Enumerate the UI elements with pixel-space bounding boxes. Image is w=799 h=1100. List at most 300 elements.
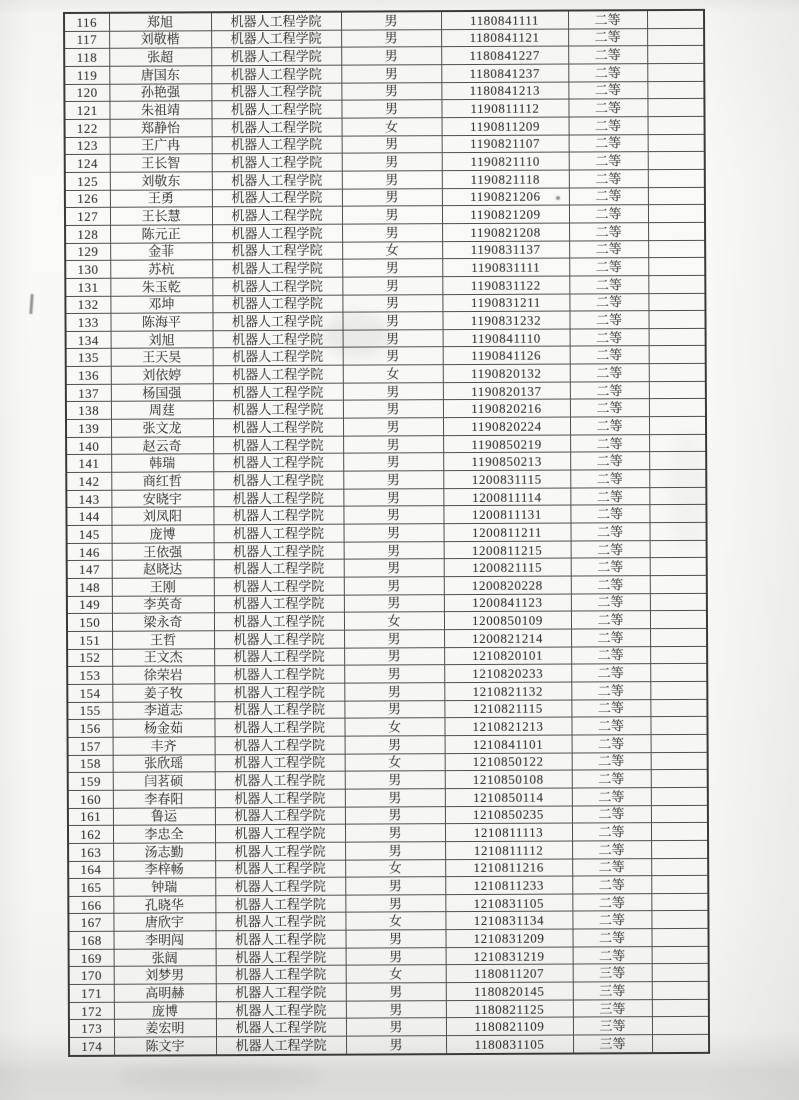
- cell-student-id: 1180841121: [441, 29, 568, 47]
- cell-student-id: 1200831115: [443, 470, 570, 488]
- table-row: [69, 1034, 709, 1055]
- cell-gender: 女: [342, 241, 442, 259]
- cell-empty: [650, 558, 707, 576]
- cell-college: 机器人工程学院: [213, 471, 343, 489]
- cell-award-level: 二等: [570, 417, 649, 435]
- cell-row-number: 120: [64, 84, 109, 102]
- cell-empty: [649, 487, 706, 505]
- cell-gender: 男: [345, 771, 445, 789]
- cell-award-level: 二等: [571, 523, 650, 541]
- cell-college: 机器人工程学院: [214, 612, 344, 630]
- cell-college: 机器人工程学院: [215, 736, 345, 754]
- cell-college: 机器人工程学院: [214, 718, 344, 736]
- cell-gender: 女: [343, 365, 443, 383]
- cell-student-name: 陈元正: [110, 225, 212, 243]
- cell-gender: 男: [343, 329, 443, 347]
- cell-empty: [651, 823, 708, 841]
- cell-college: 机器人工程学院: [212, 259, 342, 277]
- cell-gender: 男: [343, 435, 443, 453]
- cell-college: 机器人工程学院: [213, 365, 343, 383]
- cell-row-number: 135: [66, 349, 111, 367]
- cell-empty: [649, 434, 706, 452]
- cell-student-name: 苏杭: [110, 260, 212, 278]
- cell-gender: 男: [342, 259, 442, 277]
- cell-student-id: 1190821110: [442, 152, 569, 170]
- cell-row-number: 138: [66, 402, 111, 420]
- cell-gender: 男: [343, 418, 443, 436]
- cell-row-number: 136: [66, 366, 111, 384]
- cell-college: 机器人工程学院: [216, 966, 346, 984]
- cell-student-name: 朱祖靖: [109, 101, 211, 119]
- cell-student-name: 陈文宇: [114, 1037, 216, 1056]
- award-roster-table-wrapper: [63, 9, 708, 1057]
- cell-college: 机器人工程学院: [215, 754, 345, 772]
- cell-student-id: 1200850109: [444, 611, 571, 629]
- cell-award-level: 二等: [570, 434, 649, 452]
- cell-empty: [649, 505, 706, 523]
- cell-row-number: 127: [65, 207, 110, 225]
- cell-student-name: 王文杰: [112, 648, 214, 666]
- cell-empty: [647, 28, 704, 46]
- cell-college: 机器人工程学院: [211, 12, 341, 31]
- cell-award-level: 三等: [573, 982, 652, 1000]
- cell-gender: 男: [344, 683, 444, 701]
- cell-award-level: 二等: [572, 770, 651, 788]
- cell-award-level: 二等: [570, 364, 649, 382]
- cell-gender: 男: [344, 647, 444, 665]
- cell-student-name: 李春阳: [113, 790, 215, 808]
- cell-row-number: 129: [65, 243, 110, 261]
- cell-award-level: 二等: [569, 170, 648, 188]
- cell-college: 机器人工程学院: [212, 171, 342, 189]
- cell-award-level: 二等: [568, 28, 647, 46]
- cell-college: 机器人工程学院: [215, 789, 345, 807]
- cell-student-name: 庞博: [112, 525, 214, 543]
- cell-award-level: 二等: [570, 328, 649, 346]
- cell-student-id: 1210850114: [445, 788, 572, 806]
- cell-empty: [652, 1017, 709, 1035]
- cell-gender: 男: [345, 894, 445, 912]
- cell-gender: 男: [341, 65, 441, 83]
- cell-award-level: 三等: [573, 964, 652, 982]
- cell-award-level: 二等: [571, 699, 650, 717]
- cell-gender: 女: [345, 753, 445, 771]
- cell-gender: 男: [342, 153, 442, 171]
- cell-gender: 男: [346, 1000, 446, 1018]
- cell-row-number: 163: [68, 843, 113, 861]
- cell-row-number: 123: [65, 137, 110, 155]
- cell-award-level: 三等: [573, 1017, 652, 1035]
- cell-row-number: 126: [65, 190, 110, 208]
- cell-empty: [648, 187, 705, 205]
- cell-student-id: 1190821118: [442, 170, 569, 188]
- cell-student-name: 王长慧: [110, 207, 212, 225]
- cell-gender: 男: [342, 188, 442, 206]
- cell-award-level: 二等: [571, 682, 650, 700]
- cell-student-name: 鲁运: [113, 807, 215, 825]
- cell-gender: 男: [345, 824, 445, 842]
- cell-award-level: 三等: [573, 999, 652, 1017]
- cell-student-name: 王天昊: [111, 348, 213, 366]
- cell-empty: [647, 81, 704, 99]
- cell-gender: 男: [344, 559, 444, 577]
- cell-student-id: 1180831105: [446, 1035, 573, 1054]
- cell-award-level: 二等: [573, 946, 652, 964]
- cell-row-number: 148: [67, 578, 112, 596]
- cell-row-number: 116: [64, 13, 109, 31]
- cell-empty: [647, 46, 704, 64]
- cell-student-name: 李梓畅: [113, 860, 215, 878]
- cell-gender: 男: [343, 506, 443, 524]
- cell-gender: 男: [343, 347, 443, 365]
- cell-row-number: 147: [67, 561, 112, 579]
- cell-empty: [650, 699, 707, 717]
- cell-gender: 男: [342, 135, 442, 153]
- cell-college: 机器人工程学院: [215, 842, 345, 860]
- cell-student-name: 刘敬东: [110, 172, 212, 190]
- cell-student-name: 王广冉: [110, 136, 212, 154]
- cell-student-name: 朱玉乾: [110, 278, 212, 296]
- cell-empty: [647, 10, 704, 28]
- cell-student-name: 杨金茹: [112, 719, 214, 737]
- cell-award-level: 二等: [569, 275, 648, 293]
- cell-award-level: 二等: [570, 399, 649, 417]
- cell-college: 机器人工程学院: [215, 771, 345, 789]
- cell-student-name: 郑静怡: [110, 119, 212, 137]
- cell-student-id: 1210811233: [445, 876, 572, 894]
- cell-student-id: 1200821115: [444, 558, 571, 576]
- cell-college: 机器人工程学院: [212, 206, 342, 224]
- cell-award-level: 二等: [571, 664, 650, 682]
- cell-student-id: 1190850219: [443, 435, 570, 453]
- cell-empty: [651, 911, 708, 929]
- cell-student-id: 1190820132: [443, 364, 570, 382]
- cell-student-name: 李忠全: [113, 825, 215, 843]
- cell-student-id: 1210811112: [445, 841, 572, 859]
- cell-row-number: 145: [67, 525, 112, 543]
- cell-row-number: 159: [68, 772, 113, 790]
- cell-college: 机器人工程学院: [211, 30, 341, 48]
- cell-college: 机器人工程学院: [215, 913, 345, 931]
- cell-gender: 男: [344, 577, 444, 595]
- cell-student-id: 1200811131: [443, 505, 570, 523]
- cell-empty: [648, 169, 705, 187]
- cell-gender: 男: [342, 294, 442, 312]
- cell-row-number: 128: [65, 225, 110, 243]
- cell-college: 机器人工程学院: [215, 877, 345, 895]
- cell-student-name: 高明赫: [114, 984, 216, 1002]
- cell-award-level: 二等: [569, 258, 648, 276]
- cell-row-number: 155: [67, 702, 112, 720]
- cell-student-id: 1190820224: [443, 417, 570, 435]
- cell-award-level: 二等: [569, 134, 648, 152]
- cell-student-name: 闫茗硕: [113, 772, 215, 790]
- cell-award-level: 二等: [570, 487, 649, 505]
- cell-gender: 女: [345, 912, 445, 930]
- cell-student-name: 王勇: [110, 189, 212, 207]
- cell-empty: [648, 116, 705, 134]
- cell-empty: [650, 593, 707, 611]
- cell-college: 机器人工程学院: [212, 153, 342, 171]
- cell-empty: [651, 928, 708, 946]
- cell-gender: 男: [345, 789, 445, 807]
- cell-gender: 男: [344, 665, 444, 683]
- cell-student-id: 1200811211: [444, 523, 571, 541]
- cell-student-id: 1190831111: [442, 258, 569, 276]
- cell-award-level: 二等: [570, 470, 649, 488]
- cell-row-number: 173: [69, 1020, 114, 1038]
- scan-bottom-shadow: [120, 1065, 320, 1089]
- cell-row-number: 169: [69, 949, 114, 967]
- cell-award-level: 二等: [571, 576, 650, 594]
- cell-college: 机器人工程学院: [212, 136, 342, 154]
- cell-college: 机器人工程学院: [213, 454, 343, 472]
- cell-award-level: 二等: [572, 788, 651, 806]
- cell-award-level: 二等: [569, 223, 648, 241]
- cell-student-id: 1180811207: [446, 964, 573, 982]
- cell-student-name: 刘旭: [111, 331, 213, 349]
- cell-empty: [648, 275, 705, 293]
- cell-empty: [650, 646, 707, 664]
- cell-gender: 男: [343, 471, 443, 489]
- cell-college: 机器人工程学院: [212, 312, 342, 330]
- cell-award-level: 二等: [571, 646, 650, 664]
- cell-award-level: 二等: [570, 452, 649, 470]
- cell-row-number: 172: [69, 1002, 114, 1020]
- cell-gender: 女: [344, 612, 444, 630]
- cell-empty: [648, 293, 705, 311]
- cell-student-name: 汤志勤: [113, 843, 215, 861]
- cell-college: 机器人工程学院: [216, 948, 346, 966]
- cell-student-name: 安晓宇: [111, 489, 213, 507]
- cell-student-name: 刘凤阳: [111, 507, 213, 525]
- cell-student-id: 1180841213: [441, 82, 568, 100]
- cell-empty: [651, 858, 708, 876]
- cell-row-number: 157: [68, 737, 113, 755]
- cell-student-id: 1190831211: [442, 294, 569, 312]
- cell-student-id: 1190831232: [442, 311, 569, 329]
- cell-empty: [648, 134, 705, 152]
- cell-empty: [649, 452, 706, 470]
- cell-student-id: 1190821107: [442, 135, 569, 153]
- cell-college: 机器人工程学院: [212, 277, 342, 295]
- cell-student-name: 陈海平: [110, 313, 212, 331]
- cell-college: 机器人工程学院: [214, 559, 344, 577]
- cell-college: 机器人工程学院: [214, 701, 344, 719]
- cell-student-name: 孔晓华: [113, 896, 215, 914]
- cell-gender: 男: [343, 488, 443, 506]
- cell-row-number: 152: [67, 649, 112, 667]
- cell-student-name: 杨国强: [111, 384, 213, 402]
- cell-empty: [652, 981, 709, 999]
- cell-award-level: 二等: [569, 240, 648, 258]
- cell-college: 机器人工程学院: [211, 100, 341, 118]
- cell-award-level: 三等: [573, 1035, 652, 1054]
- cell-empty: [649, 469, 706, 487]
- cell-student-id: 1210850122: [445, 753, 572, 771]
- cell-award-level: 二等: [568, 46, 647, 64]
- cell-gender: 男: [346, 983, 446, 1001]
- cell-empty: [650, 628, 707, 646]
- cell-college: 机器人工程学院: [213, 401, 343, 419]
- cell-gender: 男: [343, 400, 443, 418]
- cell-empty: [649, 381, 706, 399]
- cell-award-level: 二等: [569, 117, 648, 135]
- cell-college: 机器人工程学院: [211, 65, 341, 83]
- cell-gender: 男: [345, 806, 445, 824]
- cell-student-name: 唐国东: [109, 66, 211, 84]
- cell-student-name: 商红哲: [111, 472, 213, 490]
- cell-student-name: 王长智: [110, 154, 212, 172]
- cell-student-name: 周莛: [111, 401, 213, 419]
- cell-student-name: 姜宏明: [114, 1019, 216, 1037]
- cell-gender: 男: [342, 171, 442, 189]
- cell-row-number: 150: [67, 614, 112, 632]
- cell-college: 机器人工程学院: [211, 83, 341, 101]
- cell-student-name: 王哲: [112, 631, 214, 649]
- cell-row-number: 124: [65, 155, 110, 173]
- cell-student-id: 1210850235: [445, 806, 572, 824]
- cell-row-number: 168: [68, 931, 113, 949]
- cell-award-level: 二等: [571, 717, 650, 735]
- cell-student-id: 1210811113: [445, 823, 572, 841]
- cell-student-id: 1180821109: [446, 1017, 573, 1035]
- cell-award-level: 二等: [568, 99, 647, 117]
- cell-student-id: 1190831122: [442, 276, 569, 294]
- cell-student-name: 钟瑞: [113, 878, 215, 896]
- cell-row-number: 167: [68, 914, 113, 932]
- cell-college: 机器人工程学院: [216, 1001, 346, 1019]
- cell-college: 机器人工程学院: [213, 507, 343, 525]
- cell-row-number: 142: [66, 472, 111, 490]
- cell-college: 机器人工程学院: [211, 47, 341, 65]
- cell-row-number: 140: [66, 437, 111, 455]
- cell-college: 机器人工程学院: [214, 630, 344, 648]
- cell-row-number: 151: [67, 631, 112, 649]
- cell-empty: [650, 540, 707, 558]
- cell-student-id: 1180821125: [446, 1000, 573, 1018]
- cell-row-number: 149: [67, 596, 112, 614]
- cell-student-id: 1190820137: [443, 382, 570, 400]
- cell-award-level: 二等: [572, 840, 651, 858]
- cell-college: 机器人工程学院: [213, 383, 343, 401]
- cell-award-level: 二等: [572, 823, 651, 841]
- cell-college: 机器人工程学院: [213, 348, 343, 366]
- cell-award-level: 二等: [568, 81, 647, 99]
- cell-empty: [652, 1034, 709, 1052]
- cell-student-id: 1190831137: [442, 241, 569, 259]
- cell-student-name: 李明闯: [113, 931, 215, 949]
- cell-college: 机器人工程学院: [212, 224, 342, 242]
- cell-college: 机器人工程学院: [215, 807, 345, 825]
- cell-student-id: 1180841237: [441, 64, 568, 82]
- cell-gender: 男: [342, 206, 442, 224]
- cell-student-name: 庞博: [114, 1002, 216, 1020]
- cell-empty: [650, 717, 707, 735]
- cell-gender: 女: [345, 859, 445, 877]
- cell-student-name: 王依强: [112, 542, 214, 560]
- cell-college: 机器人工程学院: [216, 983, 346, 1001]
- cell-row-number: 121: [64, 102, 109, 120]
- cell-gender: 男: [344, 594, 444, 612]
- cell-college: 机器人工程学院: [215, 860, 345, 878]
- cell-student-name: 唐欣宇: [113, 913, 215, 931]
- cell-row-number: 137: [66, 384, 111, 402]
- cell-student-id: 1190821209: [442, 205, 569, 223]
- cell-college: 机器人工程学院: [213, 330, 343, 348]
- cell-college: 机器人工程学院: [214, 595, 344, 613]
- cell-empty: [651, 840, 708, 858]
- cell-student-id: 1190811209: [442, 117, 569, 135]
- cell-gender: 男: [346, 1036, 446, 1055]
- cell-student-id: 1180841111: [441, 11, 568, 30]
- cell-empty: [650, 611, 707, 629]
- cell-college: 机器人工程学院: [213, 489, 343, 507]
- cell-award-level: 二等: [572, 893, 651, 911]
- cell-student-name: 梁永奇: [112, 613, 214, 631]
- cell-empty: [651, 893, 708, 911]
- cell-empty: [647, 63, 704, 81]
- cell-student-id: 1190821208: [442, 223, 569, 241]
- cell-gender: 男: [342, 276, 442, 294]
- cell-college: 机器人工程学院: [212, 189, 342, 207]
- cell-college: 机器人工程学院: [212, 295, 342, 313]
- cell-student-id: 1190841110: [443, 329, 570, 347]
- cell-row-number: 117: [64, 31, 109, 49]
- cell-empty: [649, 363, 706, 381]
- cell-college: 机器人工程学院: [212, 242, 342, 260]
- cell-row-number: 166: [68, 896, 113, 914]
- cell-empty: [648, 152, 705, 170]
- cell-student-name: 李道志: [112, 701, 214, 719]
- cell-gender: 男: [341, 11, 441, 30]
- cell-college: 机器人工程学院: [214, 542, 344, 560]
- cell-student-name: 姜子牧: [112, 684, 214, 702]
- cell-gender: 男: [346, 1018, 446, 1036]
- cell-award-level: 二等: [572, 876, 651, 894]
- cell-student-id: 1200821214: [444, 629, 571, 647]
- cell-student-name: 郑旭: [109, 12, 211, 31]
- cell-college: 机器人工程学院: [214, 665, 344, 683]
- cell-award-level: 二等: [570, 505, 649, 523]
- cell-award-level: 二等: [568, 64, 647, 82]
- cell-gender: 男: [346, 947, 446, 965]
- cell-gender: 男: [343, 382, 443, 400]
- cell-empty: [649, 416, 706, 434]
- cell-empty: [648, 258, 705, 276]
- cell-student-id: 1180841227: [441, 46, 568, 64]
- cell-row-number: 154: [67, 684, 112, 702]
- cell-row-number: 158: [68, 755, 113, 773]
- cell-student-name: 张文龙: [111, 419, 213, 437]
- cell-student-id: 1210841101: [445, 735, 572, 753]
- cell-row-number: 131: [65, 278, 110, 296]
- cell-award-level: 二等: [569, 205, 648, 223]
- cell-row-number: 143: [66, 490, 111, 508]
- cell-award-level: 二等: [569, 293, 648, 311]
- cell-student-id: 1210821213: [444, 717, 571, 735]
- cell-empty: [651, 787, 708, 805]
- cell-row-number: 118: [64, 49, 109, 67]
- cell-student-name: 张超: [109, 48, 211, 66]
- cell-student-id: 1210821115: [444, 700, 571, 718]
- cell-award-level: 二等: [569, 187, 648, 205]
- cell-student-name: 刘依婷: [111, 366, 213, 384]
- cell-student-id: 1210831209: [445, 929, 572, 947]
- scan-margin-mark: [29, 294, 33, 314]
- cell-student-id: 1190811112: [441, 99, 568, 117]
- cell-gender: 男: [345, 930, 445, 948]
